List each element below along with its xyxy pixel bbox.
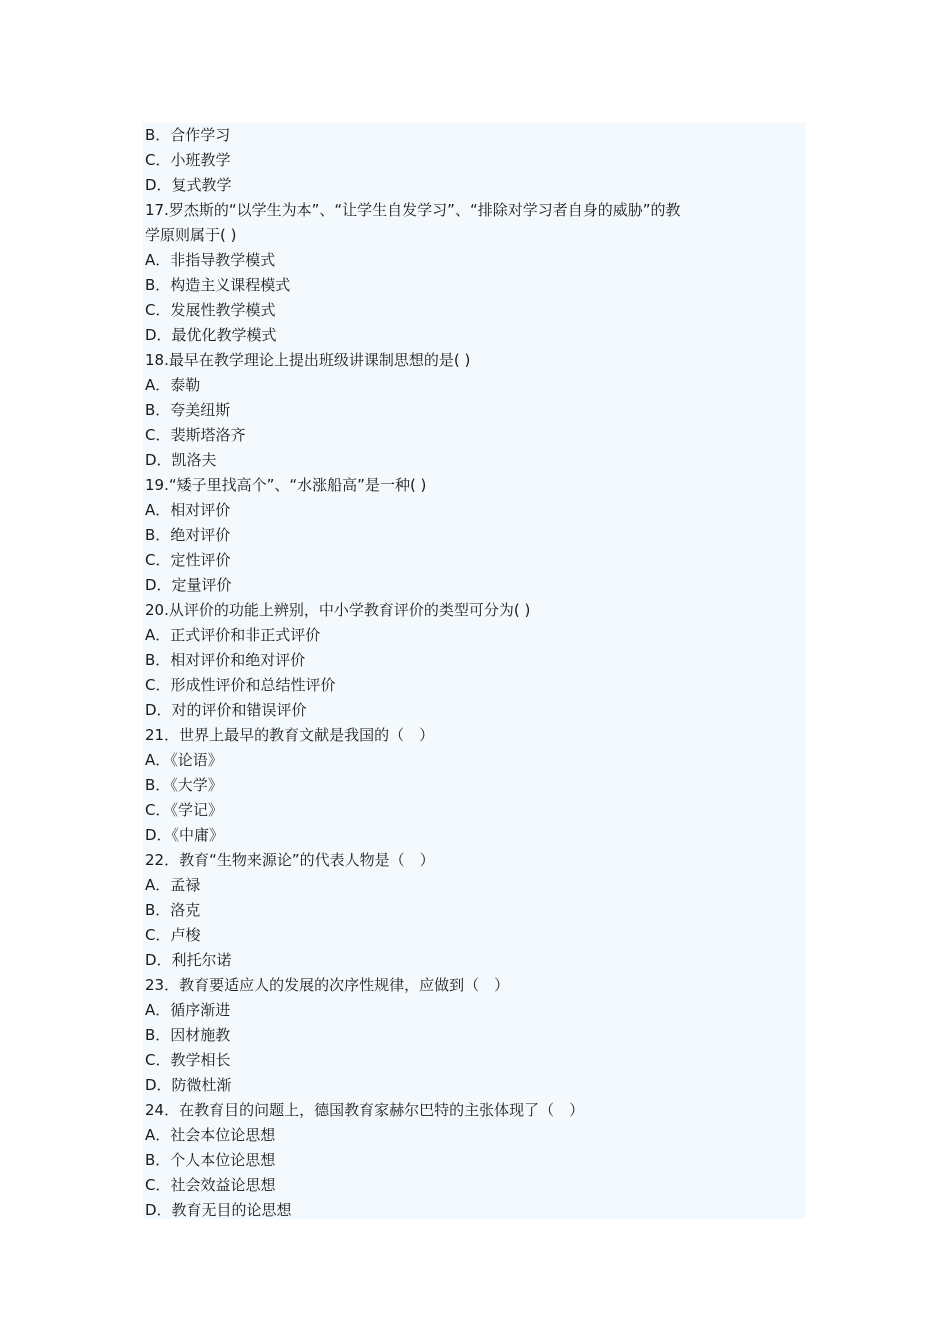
option-line: C．卢梭 xyxy=(145,926,201,944)
option-line: C．小班教学 xyxy=(145,151,231,169)
question-line: 20.从评价的功能上辨别，中小学教育评价的类型可分为( ) xyxy=(145,601,531,619)
option-line: D．定量评价 xyxy=(145,576,232,594)
question-line: 18.最早在教学理论上提出班级讲课制思想的是( ) xyxy=(145,351,471,369)
option-line: A．非指导教学模式 xyxy=(145,251,276,269)
option-line: C．形成性评价和总结性评价 xyxy=(145,676,336,694)
option-line: A．孟禄 xyxy=(145,876,201,894)
option-line: C．定性评价 xyxy=(145,551,231,569)
option-line: B．《大学》 xyxy=(145,776,223,794)
question-line: 21．世界上最早的教育文献是我国的（ ） xyxy=(145,726,435,744)
option-line: D．复式教学 xyxy=(145,176,232,194)
option-line: B．因材施教 xyxy=(145,1026,231,1044)
option-line: B．相对评价和绝对评价 xyxy=(145,651,306,669)
option-line: A．社会本位论思想 xyxy=(145,1126,276,1144)
option-line: B．绝对评价 xyxy=(145,526,231,544)
option-line: A．正式评价和非正式评价 xyxy=(145,626,321,644)
option-line: A．循序渐进 xyxy=(145,1001,231,1019)
question-line: 17.罗杰斯的“以学生为本”、“让学生自发学习”、“排除对学习者自身的威胁”的教 xyxy=(145,201,681,219)
option-line: C．社会效益论思想 xyxy=(145,1176,276,1194)
option-line: D．利托尔诺 xyxy=(145,951,232,969)
option-line: B．夸美纽斯 xyxy=(145,401,231,419)
option-line: D．对的评价和错误评价 xyxy=(145,701,307,719)
option-line: D．《中庸》 xyxy=(145,826,225,844)
option-line: A．相对评价 xyxy=(145,501,231,519)
question-line: 22．教育“生物来源论”的代表人物是（ ） xyxy=(145,851,435,869)
option-line: B．构造主义课程模式 xyxy=(145,276,291,294)
option-line: D．防微杜渐 xyxy=(145,1076,232,1094)
option-line: D．最优化教学模式 xyxy=(145,326,277,344)
option-line: C．发展性教学模式 xyxy=(145,301,276,319)
option-line: C．《学记》 xyxy=(145,801,223,819)
document-content xyxy=(143,123,806,1219)
question-line: 19.“矮子里找高个”、“水涨船高”是一种( ) xyxy=(145,476,427,494)
option-line: B．合作学习 xyxy=(145,126,231,144)
option-line: B．洛克 xyxy=(145,901,201,919)
option-line: B．个人本位论思想 xyxy=(145,1151,276,1169)
option-line: C．裴斯塔洛齐 xyxy=(145,426,246,444)
question-line: 24．在教育目的问题上，德国教育家赫尔巴特的主张体现了（ ） xyxy=(145,1101,585,1119)
option-line: C．教学相长 xyxy=(145,1051,231,1069)
option-line: A．泰勒 xyxy=(145,376,201,394)
question-line: 23．教育要适应人的发展的次序性规律，应做到（ ） xyxy=(145,976,510,994)
question-line: 学原则属于( ) xyxy=(145,226,237,244)
option-line: D．教育无目的论思想 xyxy=(145,1201,292,1219)
option-line: A．《论语》 xyxy=(145,751,223,769)
option-line: D．凯洛夫 xyxy=(145,451,217,469)
